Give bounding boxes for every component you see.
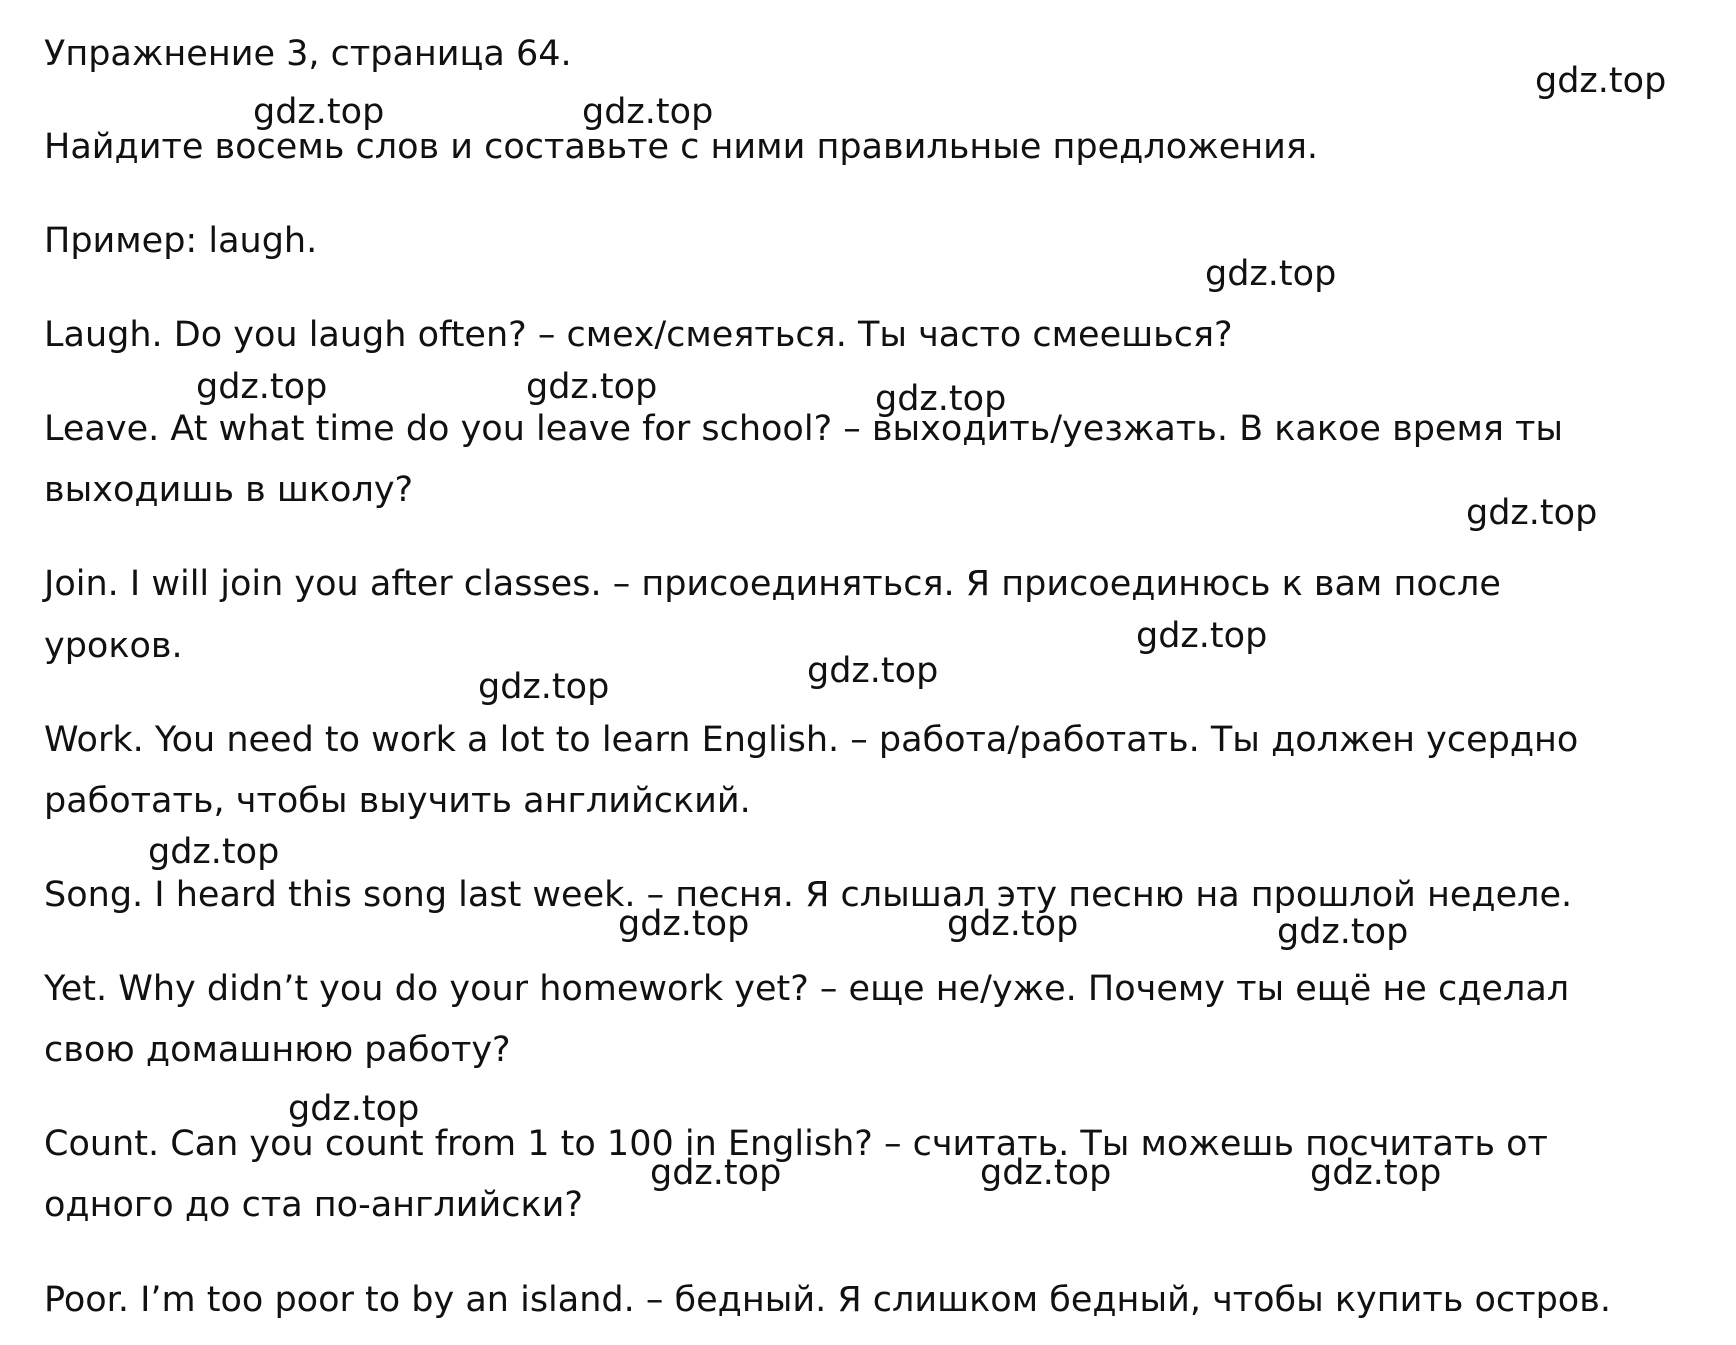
sentence-line: Poor. I’m too poor to by an island. – бедный. Я слишком бедный, чтобы купить остров. [44,1280,1611,1320]
sentence-line: Count. Can you count from 1 to 100 in English? – считать. Ты можешь посчитать от [44,1124,1548,1164]
watermark: gdz.top [1136,616,1268,656]
sentence-line: Join. I will join you after classes. – присоединяться. Я присоединюсь к вам после [44,564,1501,604]
watermark: gdz.top [1310,1153,1442,1193]
watermark: gdz.top [650,1153,782,1193]
exercise-title: Упражнение 3, страница 64. [44,34,572,74]
watermark: gdz.top [980,1153,1112,1193]
task-text: Найдите восемь слов и составьте с ними правильные предложения. [44,127,1319,167]
watermark: gdz.top [947,904,1079,944]
watermark: gdz.top [526,367,658,407]
watermark: gdz.top [288,1089,420,1129]
watermark: gdz.top [253,92,385,132]
watermark: gdz.top [1277,912,1409,952]
sentence-line: свою домашнюю работу? [44,1030,511,1070]
sentence-line: Laugh. Do you laugh often? – смех/смеяться. Ты часто смеешься? [44,315,1233,355]
watermark: gdz.top [1205,254,1337,294]
watermark: gdz.top [148,832,280,872]
watermark: gdz.top [1466,493,1598,533]
sentence-line: Yet. Why didn’t you do your homework yet? – еще не/уже. Почему ты ещё не сделал [44,969,1570,1009]
watermark: gdz.top [1535,61,1667,101]
sentence-line: Song. I heard this song last week. – песня. Я слышал эту песню на прошлой неделе. [44,875,1573,915]
watermark: gdz.top [196,367,328,407]
watermark: gdz.top [618,904,750,944]
sentence-line: выходишь в школу? [44,470,414,510]
watermark: gdz.top [875,379,1007,419]
watermark: gdz.top [582,92,714,132]
sentence-line: работать, чтобы выучить английский. [44,781,751,821]
watermark: gdz.top [807,651,939,691]
sentence-line: одного до ста по-английски? [44,1185,583,1225]
example-text: Пример: laugh. [44,221,318,261]
sentence-line: Work. You need to work a lot to learn English. – работа/работать. Ты должен усердно [44,720,1579,760]
watermark: gdz.top [478,667,610,707]
sentence-line: Leave. At what time do you leave for school? – выходить/уезжать. В какое время ты [44,409,1564,449]
sentence-line: уроков. [44,626,183,666]
